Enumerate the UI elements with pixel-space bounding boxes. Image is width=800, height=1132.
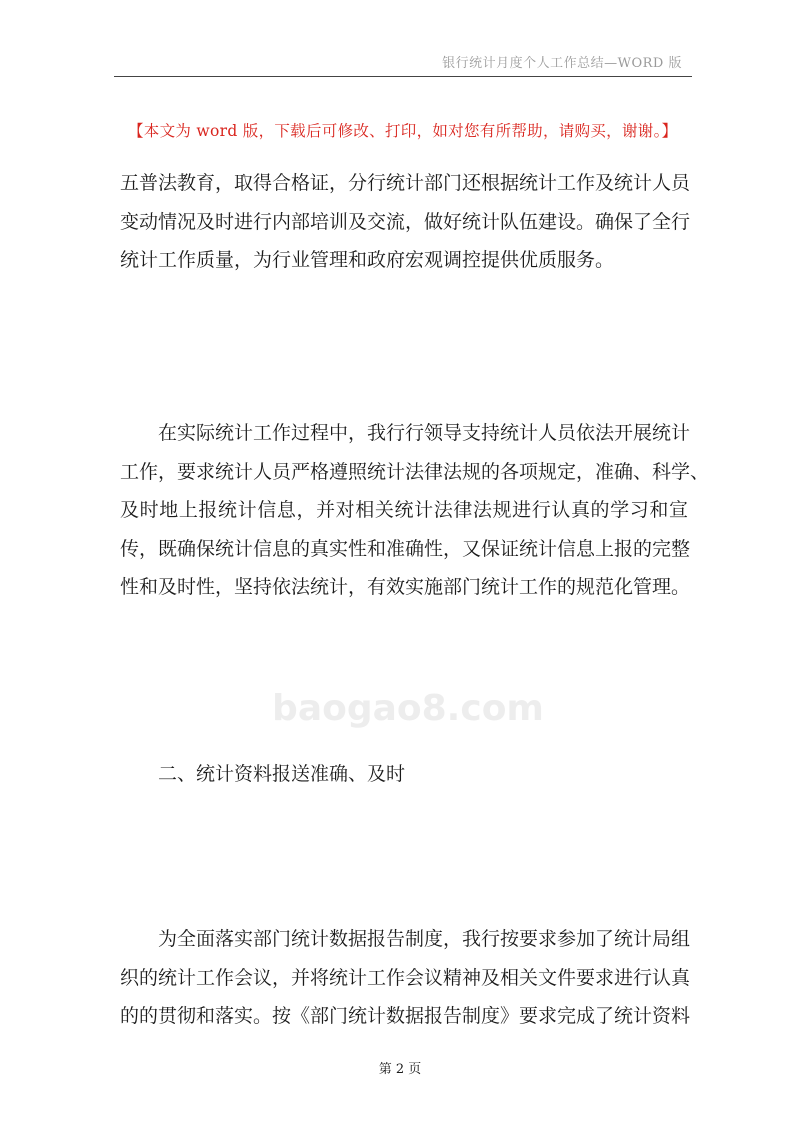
paragraph-line: 传，既确保统计信息的真实性和准确性，又保证统计信息上报的完整 [120,537,691,560]
paragraph-line: 五普法教育，取得合格证，分行统计部门还根据统计工作及统计人员 [120,172,691,194]
paragraph-1 [120,164,691,280]
paragraph-line: 变动情况及时进行内部培训及交流，做好统计队伍建设。确保了全行 [120,210,691,233]
paragraph-line: 性和及时性，坚持依法统计，有效实施部门统计工作的规范化管理。 [120,576,691,599]
header-divider [114,76,692,77]
document-header-title: 银行统计月度个人工作总结—WORD 版 [442,56,682,71]
watermark-logo [272,678,544,738]
paragraph-line: 的的贯彻和落实。按《部门统计数据报告制度》要求完成了统计资料 [120,1005,691,1028]
page-number: 第 2 页 [378,1062,422,1077]
download-notice: 【本文为 word 版，下载后可修改、打印，如对您有所帮助，请购买，谢谢。】 [128,122,678,140]
paragraph-line: 织的统计工作会议，并将统计工作会议精神及相关文件要求进行认真 [120,966,691,989]
paragraph-2 [120,414,710,607]
paragraph-line: 在实际统计工作过程中，我行行领导支持统计人员依法开展统计 [158,422,691,444]
paragraph-line: 工作，要求统计人员严格遵照统计法律法规的各项规定，准确、科学、 [120,460,710,483]
section-heading: 二、统计资料报送准确、及时 [158,763,406,785]
paragraph-line: 及时地上报统计信息，并对相关统计法律法规进行认真的学习和宣 [120,499,688,522]
paragraph-line: 统计工作质量，为行业管理和政府宏观调控提供优质服务。 [120,249,615,272]
paragraph-line: 为全面落实部门统计数据报告制度，我行按要求参加了统计局组 [158,928,691,950]
watermark-text: baogao8.com [272,688,544,729]
paragraph-3 [120,920,691,1036]
